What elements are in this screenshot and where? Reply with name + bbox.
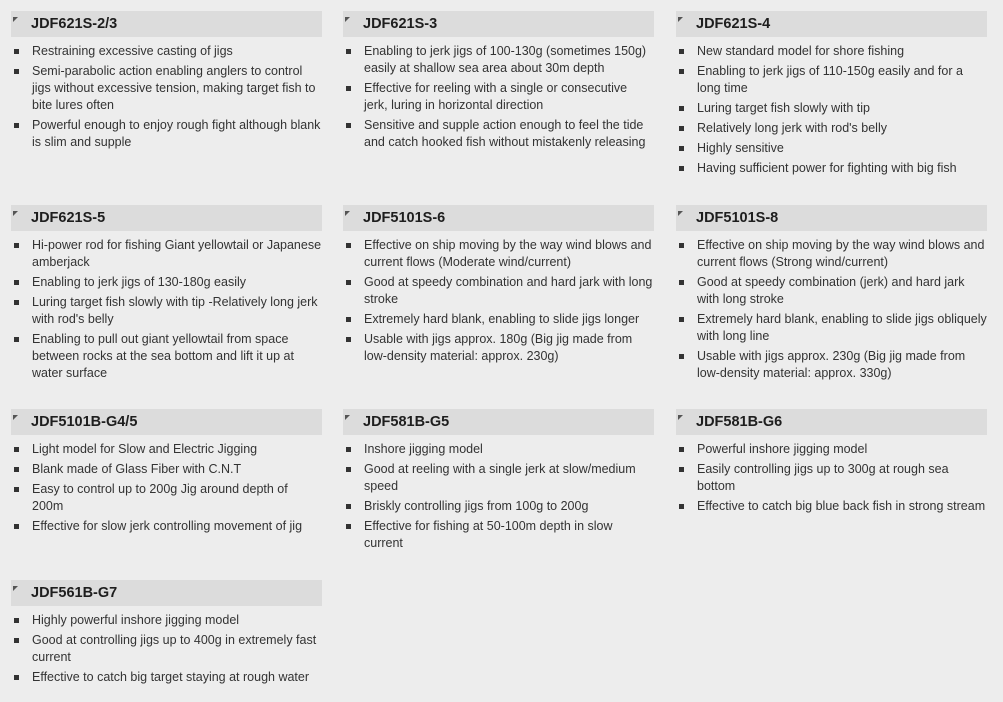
square-bullet-icon (346, 317, 351, 322)
model-card (11, 11, 322, 154)
square-bullet-icon (679, 317, 684, 322)
model-title (11, 205, 322, 231)
square-bullet-icon (679, 280, 684, 285)
feature-text: Light model for Slow and Electric Jigging (32, 442, 258, 456)
square-bullet-icon (14, 675, 19, 680)
square-bullet-icon (14, 49, 19, 54)
feature-list (676, 441, 987, 515)
model-title (11, 580, 322, 606)
model-title-text: JDF581B-G5 (363, 414, 450, 430)
feature-item (676, 498, 987, 515)
square-bullet-icon (346, 447, 351, 452)
corner-marker-icon (345, 415, 350, 420)
model-title (676, 205, 987, 231)
feature-item (343, 80, 654, 114)
square-bullet-icon (346, 467, 351, 472)
feature-text: Sensitive and supple action enough to feel the tide and catch hooked fish without mistakenly releasing (364, 118, 646, 149)
square-bullet-icon (14, 337, 19, 342)
feature-text: Effective on ship moving by the way wind blows and current flows (Moderate wind/current) (364, 238, 652, 269)
square-bullet-icon (14, 300, 19, 305)
square-bullet-icon (346, 280, 351, 285)
feature-text: Inshore jigging model (364, 442, 483, 456)
feature-text: Good at speedy combination (jerk) and hard jark with long stroke (697, 275, 965, 306)
feature-text: Easy to control up to 200g Jig around depth of 200m (32, 482, 288, 513)
feature-text: Extremely hard blank, enabling to slide jigs obliquely with long line (697, 312, 987, 343)
feature-item (11, 481, 322, 515)
feature-item (676, 63, 987, 97)
square-bullet-icon (14, 123, 19, 128)
corner-marker-icon (13, 415, 18, 420)
model-card (11, 580, 322, 689)
feature-item (343, 498, 654, 515)
feature-item (676, 237, 987, 271)
feature-item (11, 117, 322, 151)
feature-text: Easily controlling jigs up to 300g at rough sea bottom (697, 462, 949, 493)
model-title (11, 11, 322, 37)
square-bullet-icon (346, 504, 351, 509)
feature-text: Usable with jigs approx. 230g (Big jig made from low-density material: approx. 330g) (697, 349, 966, 380)
model-card (11, 409, 322, 538)
feature-text: Hi-power rod for fishing Giant yellowtail or Japanese amberjack (32, 238, 322, 269)
feature-item (11, 441, 322, 458)
feature-text: Effective on ship moving by the way wind blows and current flows (Strong wind/current) (697, 238, 985, 269)
feature-text: Luring target fish slowly with tip -Relatively long jerk with rod's belly (32, 295, 318, 326)
feature-list (11, 612, 322, 686)
feature-item (343, 117, 654, 151)
feature-text: Semi-parabolic action enabling anglers to control jigs without excessive tension, making target fish to bite lures often (32, 64, 316, 112)
feature-text: Luring target fish slowly with tip (697, 101, 870, 115)
feature-text: Powerful enough to enjoy rough fight although blank is slim and supple (32, 118, 321, 149)
feature-item (11, 518, 322, 535)
feature-text: Enabling to jerk jigs of 110-150g easily and for a long time (697, 64, 963, 95)
feature-item (676, 311, 987, 345)
square-bullet-icon (14, 447, 19, 452)
square-bullet-icon (346, 243, 351, 248)
model-title-text: JDF5101S-8 (696, 210, 779, 226)
feature-text: Blank made of Glass Fiber with C.N.T (32, 462, 242, 476)
feature-text: Effective to catch big target staying at rough water (32, 670, 310, 684)
square-bullet-icon (14, 638, 19, 643)
model-card (343, 11, 654, 154)
corner-marker-icon (678, 211, 683, 216)
square-bullet-icon (14, 280, 19, 285)
feature-item (343, 461, 654, 495)
feature-text: Powerful inshore jigging model (697, 442, 868, 456)
feature-text: Good at controlling jigs up to 400g in extremely fast current (32, 633, 317, 664)
feature-item (676, 348, 987, 382)
square-bullet-icon (14, 618, 19, 623)
square-bullet-icon (679, 166, 684, 171)
model-card (676, 205, 987, 385)
feature-item (11, 294, 322, 328)
feature-item (11, 331, 322, 382)
feature-list (343, 441, 654, 552)
feature-item (676, 441, 987, 458)
feature-list (11, 237, 322, 382)
feature-text: Effective for slow jerk controlling movement of jig (32, 519, 303, 533)
corner-marker-icon (678, 17, 683, 22)
feature-item (343, 331, 654, 365)
model-title-text: JDF621S-4 (696, 16, 771, 32)
square-bullet-icon (679, 243, 684, 248)
feature-text: Effective for reeling with a single or consecutive jerk, luring in horizontal direction (364, 81, 628, 112)
feature-item (11, 669, 322, 686)
feature-item (343, 518, 654, 552)
feature-text: Highly powerful inshore jigging model (32, 613, 240, 627)
feature-list (343, 43, 654, 151)
model-title-text: JDF621S-5 (31, 210, 106, 226)
feature-text: Usable with jigs approx. 180g (Big jig made from low-density material: approx. 230g) (364, 332, 633, 363)
feature-item (11, 63, 322, 114)
model-card (343, 205, 654, 368)
square-bullet-icon (679, 146, 684, 151)
model-title-text: JDF5101S-6 (363, 210, 446, 226)
feature-item (676, 100, 987, 117)
square-bullet-icon (14, 467, 19, 472)
feature-text: New standard model for shore fishing (697, 44, 905, 58)
square-bullet-icon (679, 126, 684, 131)
model-title-text: JDF581B-G6 (696, 414, 783, 430)
feature-text: Effective to catch big blue back fish in strong stream (697, 499, 986, 513)
feature-item (676, 120, 987, 137)
model-card (343, 409, 654, 555)
feature-item (343, 441, 654, 458)
feature-text: Briskly controlling jigs from 100g to 200g (364, 499, 589, 513)
corner-marker-icon (13, 17, 18, 22)
square-bullet-icon (679, 467, 684, 472)
feature-text: Effective for fishing at 50-100m depth in slow current (364, 519, 613, 550)
feature-item (676, 274, 987, 308)
feature-item (11, 632, 322, 666)
feature-text: Relatively long jerk with rod's belly (697, 121, 887, 135)
square-bullet-icon (14, 243, 19, 248)
feature-list (343, 237, 654, 365)
feature-text: Enabling to jerk jigs of 100-130g (sometimes 150g) easily at shallow sea area about 30m depth (364, 44, 647, 75)
model-title (343, 11, 654, 37)
corner-marker-icon (345, 17, 350, 22)
feature-item (343, 237, 654, 271)
corner-marker-icon (678, 415, 683, 420)
feature-item (676, 160, 987, 177)
square-bullet-icon (679, 354, 684, 359)
feature-item (11, 612, 322, 629)
square-bullet-icon (14, 487, 19, 492)
corner-marker-icon (345, 211, 350, 216)
model-title (676, 409, 987, 435)
feature-item (11, 274, 322, 291)
feature-item (343, 311, 654, 328)
feature-text: Enabling to pull out giant yellowtail from space between rocks at the sea bottom and lift it up at water surface (32, 332, 294, 380)
model-card (676, 409, 987, 518)
feature-list (11, 441, 322, 535)
feature-item (676, 140, 987, 157)
model-card (676, 11, 987, 180)
feature-item (343, 274, 654, 308)
feature-text: Good at speedy combination and hard jark with long stroke (364, 275, 653, 306)
feature-text: Enabling to jerk jigs of 130-180g easily (32, 275, 247, 289)
square-bullet-icon (346, 123, 351, 128)
model-title-text: JDF621S-2/3 (31, 16, 118, 32)
feature-text: Highly sensitive (697, 141, 784, 155)
feature-text: Extremely hard blank, enabling to slide jigs longer (364, 312, 640, 326)
square-bullet-icon (679, 504, 684, 509)
feature-item (11, 461, 322, 478)
square-bullet-icon (14, 69, 19, 74)
model-title-text: JDF561B-G7 (31, 585, 118, 601)
corner-marker-icon (13, 586, 18, 591)
feature-list (676, 237, 987, 382)
square-bullet-icon (679, 447, 684, 452)
corner-marker-icon (13, 211, 18, 216)
square-bullet-icon (346, 337, 351, 342)
feature-item (11, 43, 322, 60)
feature-text: Restraining excessive casting of jigs (32, 44, 233, 58)
feature-item (676, 43, 987, 60)
square-bullet-icon (679, 49, 684, 54)
feature-text: Good at reeling with a single jerk at slow/medium speed (364, 462, 636, 493)
square-bullet-icon (346, 49, 351, 54)
model-title-text: JDF5101B-G4/5 (31, 414, 138, 430)
feature-text: Having sufficient power for fighting with big fish (697, 161, 957, 175)
square-bullet-icon (346, 86, 351, 91)
feature-list (676, 43, 987, 177)
model-title (343, 409, 654, 435)
feature-item (11, 237, 322, 271)
square-bullet-icon (14, 524, 19, 529)
feature-item (343, 43, 654, 77)
model-title (676, 11, 987, 37)
feature-list (11, 43, 322, 151)
model-title (11, 409, 322, 435)
square-bullet-icon (679, 106, 684, 111)
model-card (11, 205, 322, 385)
model-title (343, 205, 654, 231)
feature-item (676, 461, 987, 495)
square-bullet-icon (679, 69, 684, 74)
square-bullet-icon (346, 524, 351, 529)
model-title-text: JDF621S-3 (363, 16, 438, 32)
